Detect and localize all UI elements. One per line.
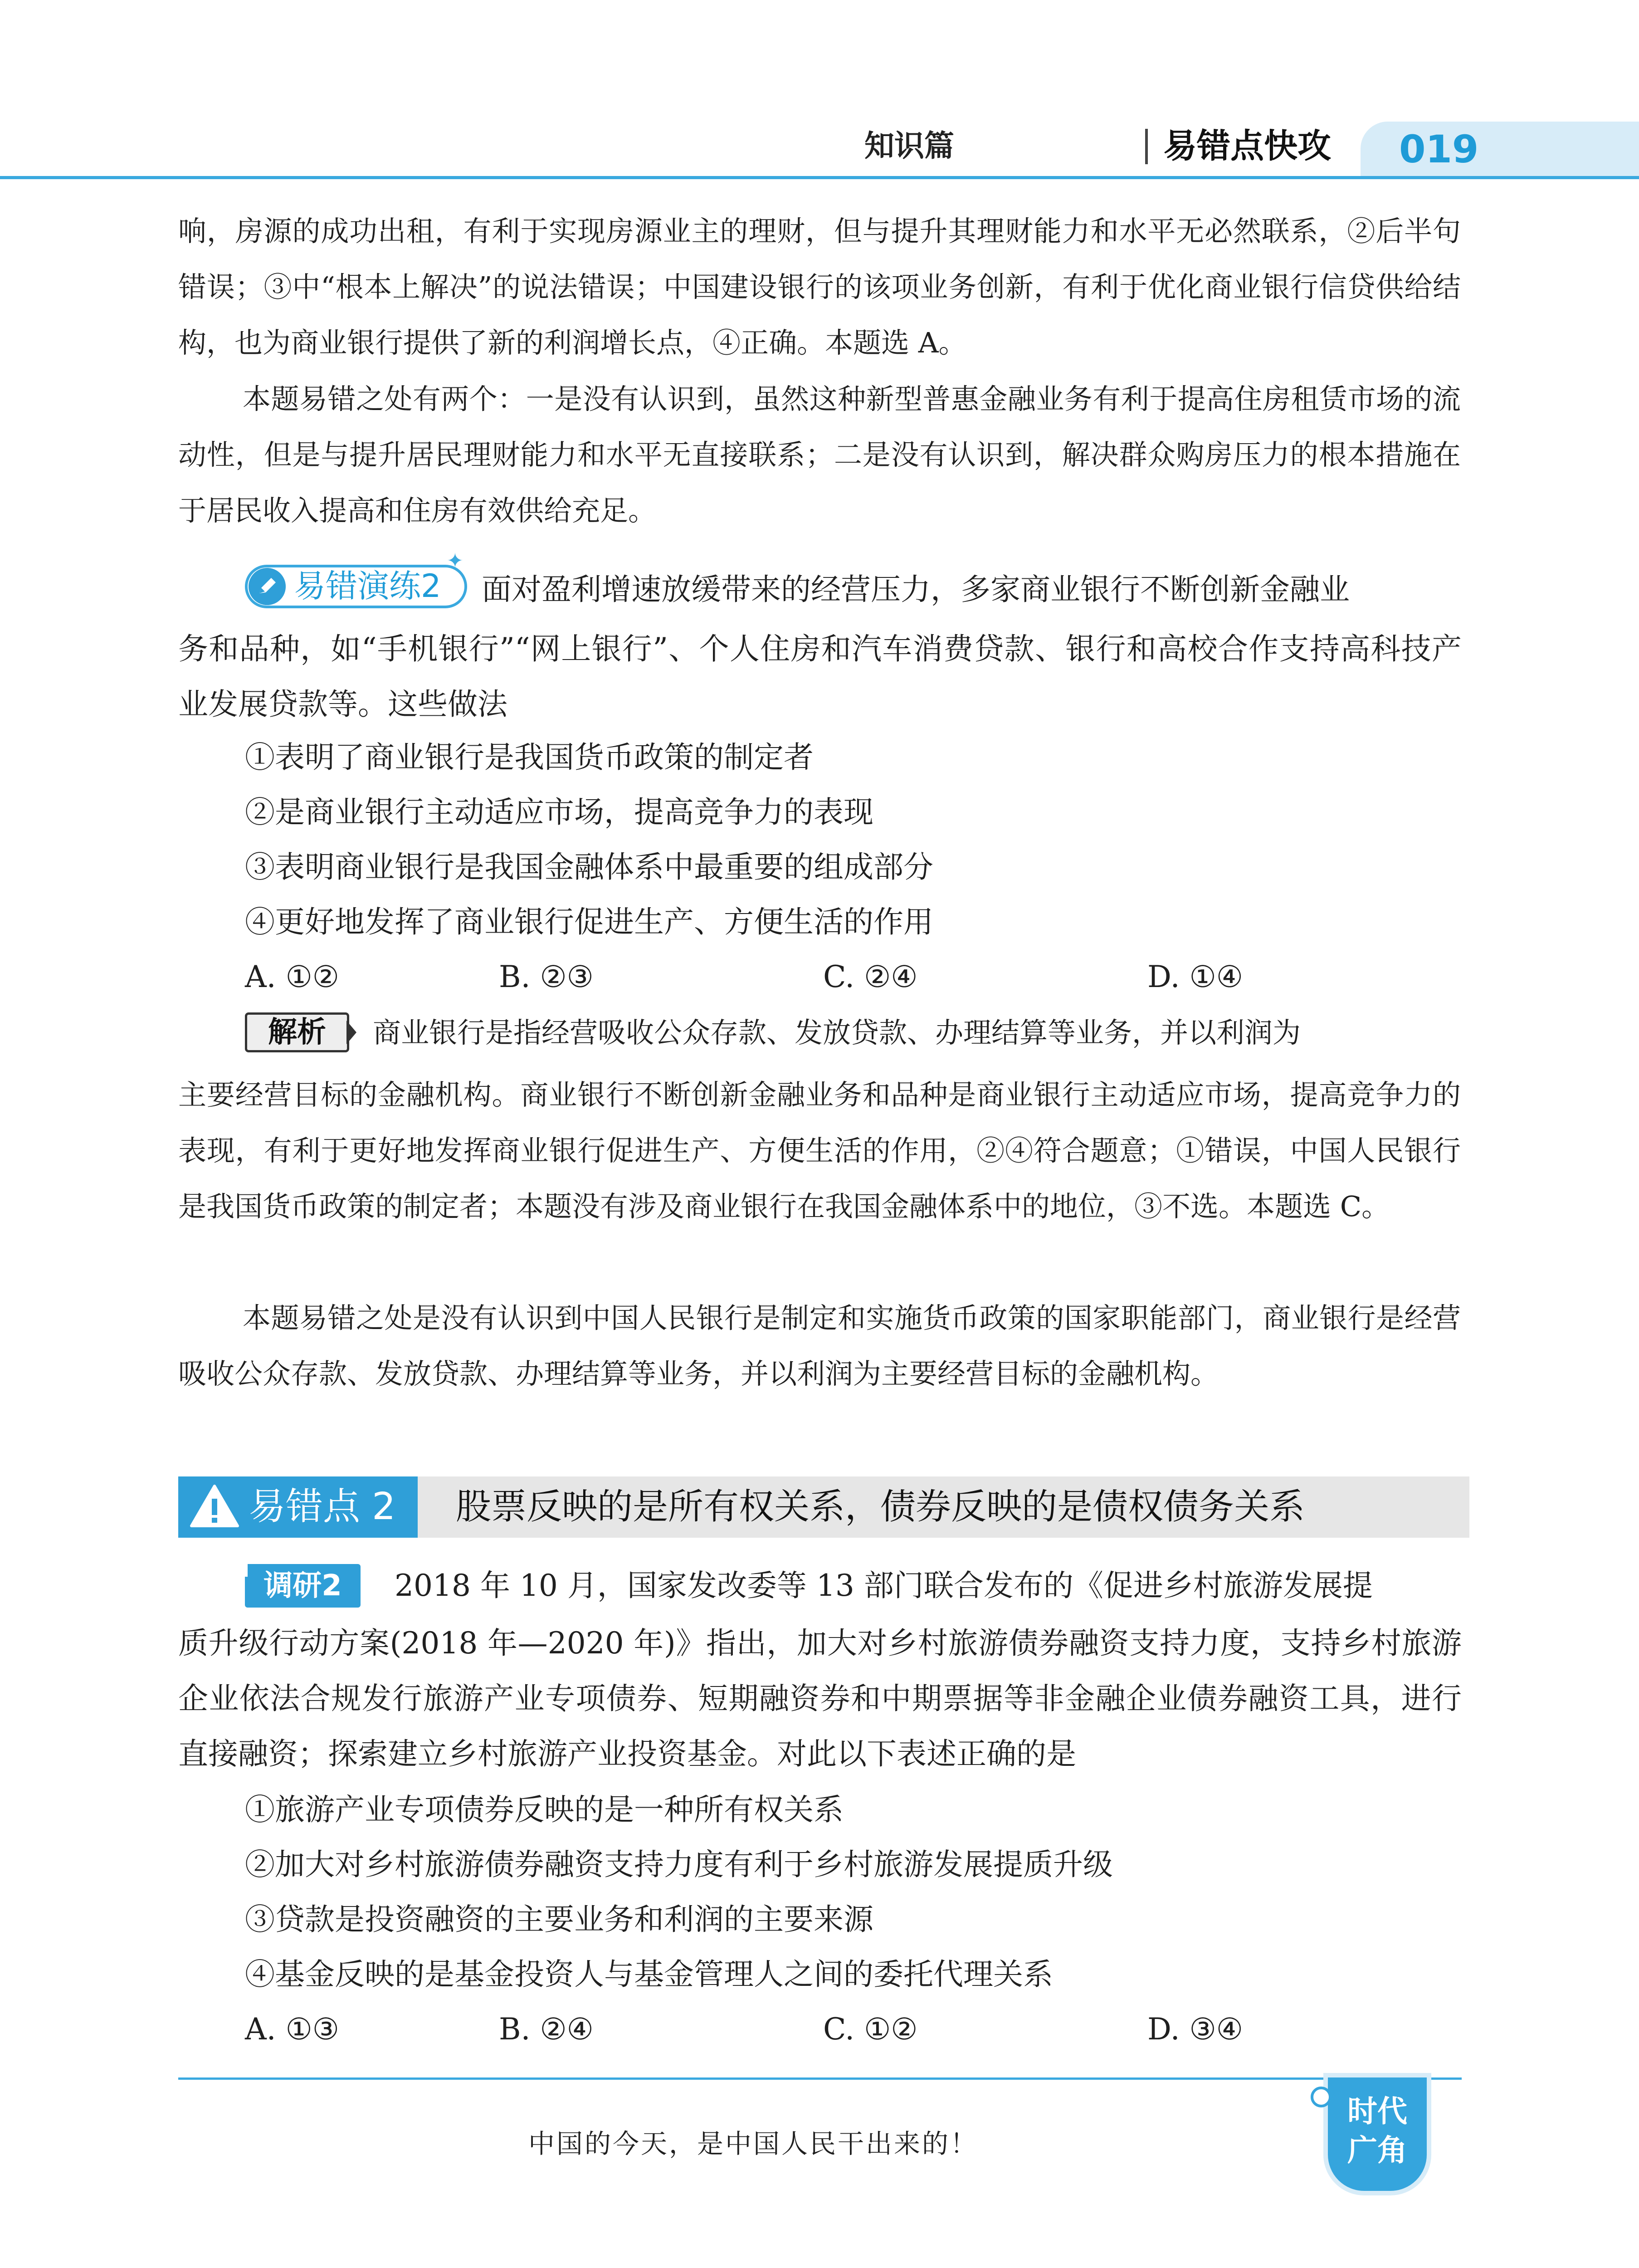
analysis-first-line: 商业银行是指经营吸收公众存款、发放贷款、办理结算等业务，并以利润为	[373, 1016, 1301, 1049]
research-statement: ①旅游产业专项债券反映的是一种所有权关系	[245, 1792, 844, 1827]
practice-option-c: C. ②④	[823, 959, 918, 994]
footer-slogan: 中国的今天，是中国人民干出来的！	[528, 2128, 979, 2159]
analysis-body: 主要经营目标的金融机构。商业银行不断创新金融业务和品种是商业银行主动适应市场，提高竞争力的表现，有利于更好地发挥商业银行促进生产、方便生活的作用，②④符合题意；①错误，中国人民银行是我国货币政策的制定者；本题没有涉及商业银行在我国金融体系中的地位，③不选。本题选 C。	[178, 1078, 1461, 1223]
research-first-line: 2018 年 10 月，国家发改委等 13 部门联合发布的《促进乡村旅游发展提	[395, 1568, 1373, 1603]
research-statement: ③贷款是投资融资的主要业务和利润的主要来源	[245, 1902, 873, 1937]
pencil-icon	[249, 568, 286, 605]
practice-question-first-line: 面对盈利增速放缓带来的经营压力，多家商业银行不断创新金融业	[482, 572, 1350, 607]
header-topic: 易错点快攻	[1163, 127, 1331, 166]
research-statement: ②加大对乡村旅游债券融资支持力度有利于乡村旅游发展提质升级	[245, 1847, 1113, 1882]
practice-question-rest: 务和品种，如“手机银行”“网上银行”、个人住房和汽车消费贷款、银行和高校合作支持高科技产业发展贷款等。这些做法	[178, 631, 1462, 722]
research-statement: ④基金反映的是基金投资人与基金管理人之间的委托代理关系	[245, 1957, 1053, 1992]
pitfall-note-paragraph: 本题易错之处有两个：一是没有认识到，虽然这种新型普惠金融业务有利于提高住房租赁市场的流动性，但是与提升居民理财能力和水平无直接联系；二是没有认识到，解决群众购房压力的根本措施在于居民收入提高和住房有效供给充足。	[178, 382, 1461, 527]
error-point-label: 易错点 2	[249, 1485, 396, 1528]
sparkle-icon: ✦	[447, 549, 463, 572]
practice-option-b: B. ②③	[499, 959, 594, 994]
continuation-paragraph: 响，房源的成功出租，有利于实现房源业主的理财，但与提升其理财能力和水平无必然联系，②后半句错误；③中“根本上解决”的说法错误；中国建设银行的该项业务创新，有利于优化商业银行信贷供给结构，也为商业银行提供了新的利润增长点，④正确。本题选 A。	[178, 215, 1461, 359]
header-rule	[0, 176, 1639, 179]
practice-badge-label: 易错演练2	[294, 567, 441, 605]
research-label: 调研2	[245, 1564, 361, 1608]
times-badge-text	[1333, 2092, 1421, 2170]
page-number: 019	[1399, 127, 1479, 171]
practice-option-d: D. ①④	[1147, 959, 1243, 994]
warning-icon	[190, 1483, 239, 1529]
practice-statement: ②是商业银行主动适应市场，提高竞争力的表现	[245, 795, 873, 830]
times-badge-line1: 时代	[1347, 2094, 1407, 2129]
research-option-d: D. ③④	[1147, 2012, 1243, 2047]
times-badge-line2: 广角	[1347, 2133, 1407, 2168]
header-section: 知识篇	[864, 128, 954, 163]
research-body: 质升级行动方案(2018 年—2020 年)》指出，加大对乡村旅游债券融资支持力度，支持乡村旅游企业依法合规发行旅游产业专项债券、短期融资券和中期票据等非金融企业债券融资工具，进行直接融资；探索建立乡村旅游产业投资基金。对此以下表述正确的是	[178, 1626, 1462, 1771]
practice-statement: ①表明了商业银行是我国货币政策的制定者	[245, 740, 814, 775]
practice-statement: ④更好地发挥了商业银行促进生产、方便生活的作用	[245, 904, 933, 939]
practice-statement: ③表明商业银行是我国金融体系中最重要的组成部分	[245, 850, 933, 885]
footer-rule	[178, 2077, 1462, 2080]
header-divider	[1145, 129, 1148, 164]
research-option-c: C. ①②	[823, 2012, 918, 2047]
research-option-b: B. ②④	[499, 2012, 594, 2047]
analysis-label: 解析	[245, 1012, 349, 1052]
analysis-arrow	[346, 1021, 356, 1044]
analysis-pitfall-note: 本题易错之处是没有认识到中国人民银行是制定和实施货币政策的国家职能部门，商业银行是经营吸收公众存款、发放贷款、办理结算等业务，并以利润为主要经营目标的金融机构。	[178, 1301, 1461, 1390]
times-badge-bubble	[1311, 2087, 1332, 2107]
research-label-corner	[245, 1560, 261, 1577]
error-point-title: 股票反映的是所有权关系，债券反映的是债权债务关系	[456, 1486, 1305, 1527]
research-option-a: A. ①③	[245, 2012, 339, 2047]
practice-option-a: A. ①②	[245, 959, 339, 994]
